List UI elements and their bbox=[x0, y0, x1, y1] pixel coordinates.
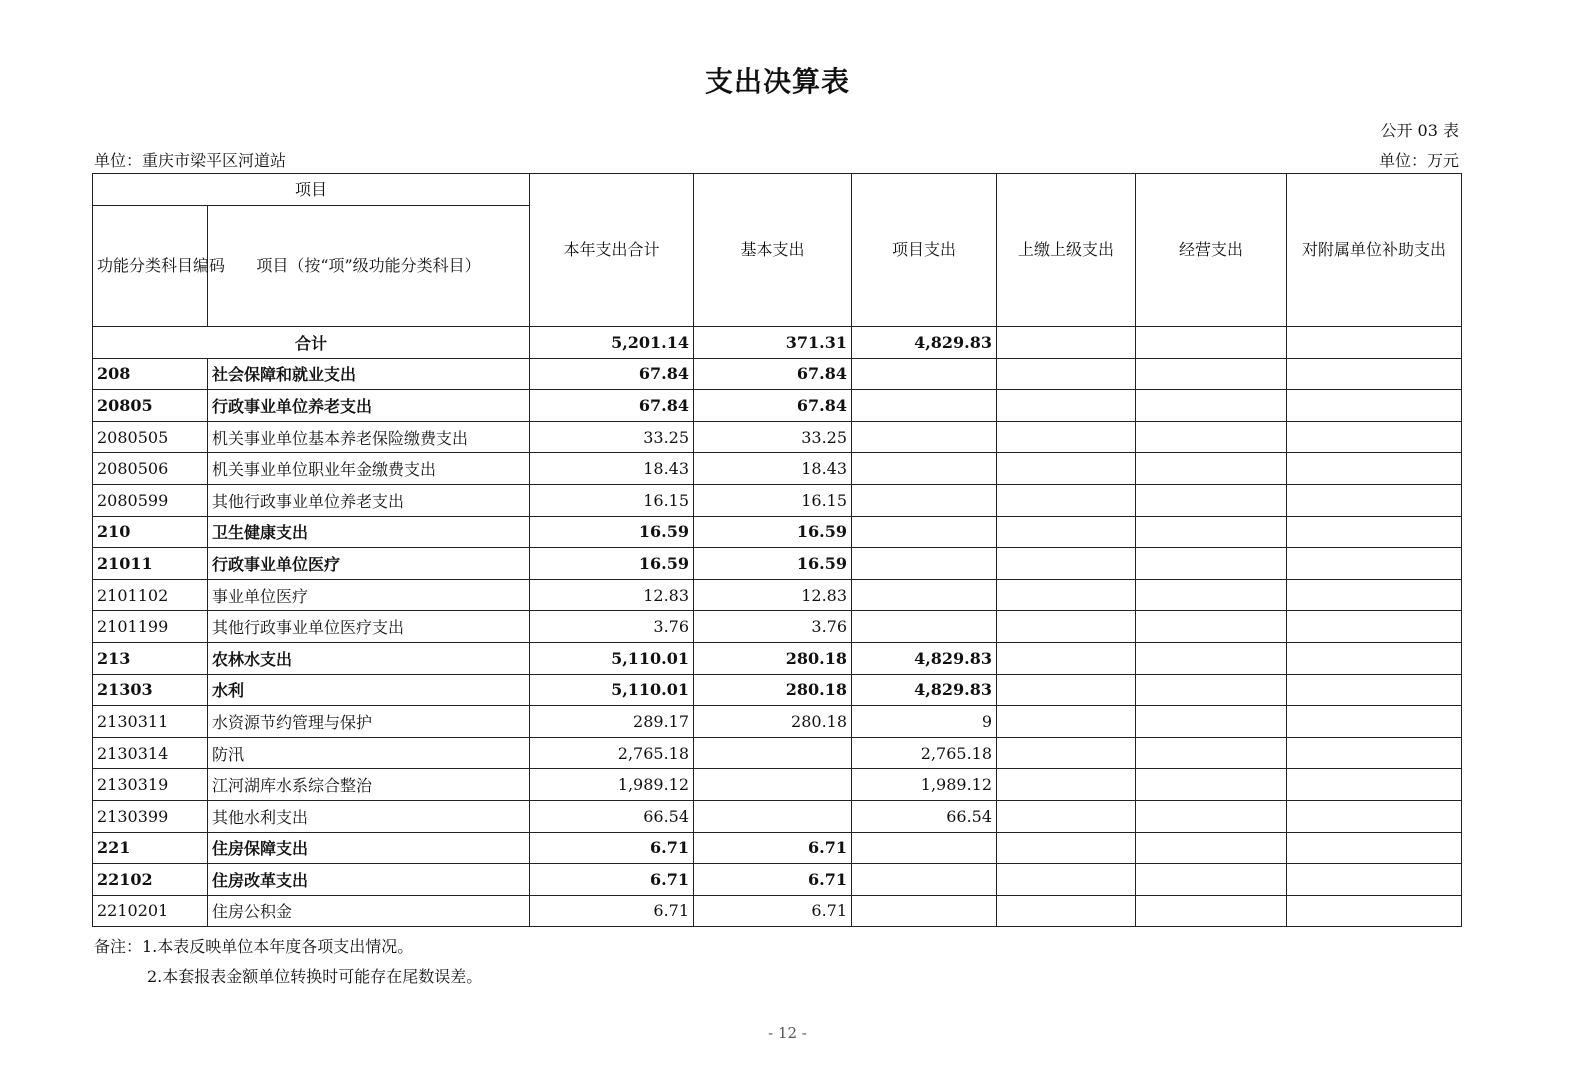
row-business bbox=[1136, 895, 1287, 927]
total-amount: 5,201.14 bbox=[530, 327, 694, 359]
row-business bbox=[1136, 674, 1287, 706]
row-business bbox=[1136, 548, 1287, 580]
row-name: 其他行政事业单位养老支出 bbox=[208, 484, 530, 516]
row-project bbox=[852, 421, 997, 453]
row-upper bbox=[997, 579, 1136, 611]
row-project: 4,829.83 bbox=[852, 674, 997, 706]
row-basic bbox=[694, 737, 852, 769]
header-code: 功能分类科目编码 bbox=[93, 206, 208, 327]
row-code: 2130314 bbox=[93, 737, 208, 769]
row-code: 2080506 bbox=[93, 453, 208, 485]
row-subsidy bbox=[1287, 800, 1462, 832]
row-basic: 18.43 bbox=[694, 453, 852, 485]
row-upper bbox=[997, 390, 1136, 422]
row-upper bbox=[997, 800, 1136, 832]
row-total: 2,765.18 bbox=[530, 737, 694, 769]
table-row bbox=[93, 358, 1462, 390]
row-upper bbox=[997, 421, 1136, 453]
total-upper bbox=[997, 327, 1136, 359]
row-code: 2130399 bbox=[93, 800, 208, 832]
row-business bbox=[1136, 642, 1287, 674]
row-project bbox=[852, 358, 997, 390]
row-subsidy bbox=[1287, 421, 1462, 453]
row-total: 67.84 bbox=[530, 390, 694, 422]
total-business bbox=[1136, 327, 1287, 359]
row-total: 16.59 bbox=[530, 516, 694, 548]
row-business bbox=[1136, 611, 1287, 643]
row-upper bbox=[997, 832, 1136, 864]
total-project: 4,829.83 bbox=[852, 327, 997, 359]
row-code: 2130311 bbox=[93, 706, 208, 738]
total-label: 合计 bbox=[93, 327, 530, 359]
row-basic: 12.83 bbox=[694, 579, 852, 611]
table-row bbox=[93, 674, 1462, 706]
table-row bbox=[93, 737, 1462, 769]
row-total: 6.71 bbox=[530, 864, 694, 896]
row-code: 21011 bbox=[93, 548, 208, 580]
row-name: 江河湖库水系综合整治 bbox=[208, 769, 530, 801]
row-business bbox=[1136, 390, 1287, 422]
currency-unit: 单位：万元 bbox=[1378, 151, 1459, 170]
row-project: 9 bbox=[852, 706, 997, 738]
row-project bbox=[852, 548, 997, 580]
row-code: 208 bbox=[93, 358, 208, 390]
row-business bbox=[1136, 769, 1287, 801]
table-row bbox=[93, 390, 1462, 422]
row-business bbox=[1136, 484, 1287, 516]
row-subsidy bbox=[1287, 769, 1462, 801]
row-total: 66.54 bbox=[530, 800, 694, 832]
total-row bbox=[93, 327, 1462, 359]
row-business bbox=[1136, 516, 1287, 548]
expenditure-table bbox=[92, 173, 1462, 927]
table-row bbox=[93, 769, 1462, 801]
row-total: 16.59 bbox=[530, 548, 694, 580]
table-row bbox=[93, 800, 1462, 832]
header-project: 项目 bbox=[93, 174, 530, 206]
row-code: 2080505 bbox=[93, 421, 208, 453]
header-name: 项目（按“项”级功能分类科目） bbox=[208, 206, 530, 327]
row-name: 机关事业单位基本养老保险缴费支出 bbox=[208, 421, 530, 453]
page-number: - 12 - bbox=[768, 1024, 807, 1042]
row-total: 3.76 bbox=[530, 611, 694, 643]
row-basic bbox=[694, 769, 852, 801]
row-project bbox=[852, 453, 997, 485]
row-name: 住房公积金 bbox=[208, 895, 530, 927]
notes bbox=[94, 932, 482, 992]
row-total: 16.15 bbox=[530, 484, 694, 516]
row-name: 住房改革支出 bbox=[208, 864, 530, 896]
row-name: 农林水支出 bbox=[208, 642, 530, 674]
row-total: 5,110.01 bbox=[530, 674, 694, 706]
row-project bbox=[852, 895, 997, 927]
row-subsidy bbox=[1287, 642, 1462, 674]
row-total: 5,110.01 bbox=[530, 642, 694, 674]
header-total: 本年支出合计 bbox=[530, 174, 694, 327]
table-row bbox=[93, 706, 1462, 738]
table-row bbox=[93, 611, 1462, 643]
row-total: 289.17 bbox=[530, 706, 694, 738]
row-business bbox=[1136, 864, 1287, 896]
row-name: 行政事业单位医疗 bbox=[208, 548, 530, 580]
row-code: 210 bbox=[93, 516, 208, 548]
row-project bbox=[852, 832, 997, 864]
row-basic: 6.71 bbox=[694, 864, 852, 896]
table-row bbox=[93, 484, 1462, 516]
row-subsidy bbox=[1287, 453, 1462, 485]
row-upper bbox=[997, 706, 1136, 738]
row-subsidy bbox=[1287, 611, 1462, 643]
row-basic: 280.18 bbox=[694, 642, 852, 674]
page-title: 支出决算表 bbox=[704, 65, 850, 98]
row-upper bbox=[997, 358, 1136, 390]
row-total: 67.84 bbox=[530, 358, 694, 390]
row-basic: 16.59 bbox=[694, 516, 852, 548]
row-project bbox=[852, 579, 997, 611]
row-project: 4,829.83 bbox=[852, 642, 997, 674]
row-upper bbox=[997, 737, 1136, 769]
reporting-unit: 单位：重庆市梁平区河道站 bbox=[94, 151, 287, 170]
row-basic: 280.18 bbox=[694, 706, 852, 738]
row-upper bbox=[997, 642, 1136, 674]
row-business bbox=[1136, 800, 1287, 832]
row-business bbox=[1136, 832, 1287, 864]
row-subsidy bbox=[1287, 484, 1462, 516]
row-total: 1,989.12 bbox=[530, 769, 694, 801]
row-name: 其他行政事业单位医疗支出 bbox=[208, 611, 530, 643]
row-basic: 3.76 bbox=[694, 611, 852, 643]
row-name: 防汛 bbox=[208, 737, 530, 769]
row-name: 住房保障支出 bbox=[208, 832, 530, 864]
total-subsidy bbox=[1287, 327, 1462, 359]
row-upper bbox=[997, 516, 1136, 548]
row-basic: 6.71 bbox=[694, 895, 852, 927]
row-code: 2210201 bbox=[93, 895, 208, 927]
row-upper bbox=[997, 864, 1136, 896]
row-project bbox=[852, 484, 997, 516]
row-code: 221 bbox=[93, 832, 208, 864]
row-basic: 33.25 bbox=[694, 421, 852, 453]
row-subsidy bbox=[1287, 895, 1462, 927]
row-business bbox=[1136, 706, 1287, 738]
row-name: 卫生健康支出 bbox=[208, 516, 530, 548]
row-subsidy bbox=[1287, 737, 1462, 769]
row-upper bbox=[997, 611, 1136, 643]
row-upper bbox=[997, 548, 1136, 580]
header-upper-payment: 上缴上级支出 bbox=[997, 174, 1136, 327]
row-upper bbox=[997, 453, 1136, 485]
row-total: 6.71 bbox=[530, 832, 694, 864]
row-project: 1,989.12 bbox=[852, 769, 997, 801]
row-code: 2130319 bbox=[93, 769, 208, 801]
row-total: 18.43 bbox=[530, 453, 694, 485]
row-code: 20805 bbox=[93, 390, 208, 422]
row-name: 水利 bbox=[208, 674, 530, 706]
header-project-expenditure: 项目支出 bbox=[852, 174, 997, 327]
row-code: 2080599 bbox=[93, 484, 208, 516]
row-total: 6.71 bbox=[530, 895, 694, 927]
row-name: 其他水利支出 bbox=[208, 800, 530, 832]
row-basic: 6.71 bbox=[694, 832, 852, 864]
row-business bbox=[1136, 421, 1287, 453]
row-basic: 67.84 bbox=[694, 358, 852, 390]
row-business bbox=[1136, 453, 1287, 485]
row-subsidy bbox=[1287, 832, 1462, 864]
header-business: 经营支出 bbox=[1136, 174, 1287, 327]
row-total: 33.25 bbox=[530, 421, 694, 453]
row-code: 2101199 bbox=[93, 611, 208, 643]
row-business bbox=[1136, 737, 1287, 769]
row-code: 22102 bbox=[93, 864, 208, 896]
row-project bbox=[852, 864, 997, 896]
row-basic: 280.18 bbox=[694, 674, 852, 706]
row-upper bbox=[997, 895, 1136, 927]
row-subsidy bbox=[1287, 674, 1462, 706]
row-project bbox=[852, 516, 997, 548]
row-name: 机关事业单位职业年金缴费支出 bbox=[208, 453, 530, 485]
row-name: 社会保障和就业支出 bbox=[208, 358, 530, 390]
table-row bbox=[93, 421, 1462, 453]
row-subsidy bbox=[1287, 864, 1462, 896]
note-1: 备注：1.本表反映单位本年度各项支出情况。 bbox=[94, 937, 414, 956]
row-subsidy bbox=[1287, 390, 1462, 422]
table-row bbox=[93, 579, 1462, 611]
row-subsidy bbox=[1287, 516, 1462, 548]
row-project: 2,765.18 bbox=[852, 737, 997, 769]
header-subsidy: 对附属单位补助支出 bbox=[1287, 174, 1462, 327]
row-subsidy bbox=[1287, 706, 1462, 738]
row-name: 事业单位医疗 bbox=[208, 579, 530, 611]
table-row bbox=[93, 516, 1462, 548]
row-upper bbox=[997, 674, 1136, 706]
row-upper bbox=[997, 769, 1136, 801]
row-business bbox=[1136, 358, 1287, 390]
row-basic: 16.59 bbox=[694, 548, 852, 580]
row-project bbox=[852, 611, 997, 643]
row-code: 21303 bbox=[93, 674, 208, 706]
row-name: 行政事业单位养老支出 bbox=[208, 390, 530, 422]
table-row bbox=[93, 642, 1462, 674]
note-2: 2.本套报表金额单位转换时可能存在尾数误差。 bbox=[147, 967, 483, 986]
table-number: 公开 03 表 bbox=[1380, 121, 1459, 140]
row-total: 12.83 bbox=[530, 579, 694, 611]
row-code: 213 bbox=[93, 642, 208, 674]
table-row bbox=[93, 548, 1462, 580]
header-basic: 基本支出 bbox=[694, 174, 852, 327]
row-business bbox=[1136, 579, 1287, 611]
row-project bbox=[852, 390, 997, 422]
row-project: 66.54 bbox=[852, 800, 997, 832]
row-code: 2101102 bbox=[93, 579, 208, 611]
row-upper bbox=[997, 484, 1136, 516]
row-subsidy bbox=[1287, 358, 1462, 390]
table-row bbox=[93, 453, 1462, 485]
row-subsidy bbox=[1287, 579, 1462, 611]
total-basic: 371.31 bbox=[694, 327, 852, 359]
row-basic: 16.15 bbox=[694, 484, 852, 516]
row-basic bbox=[694, 800, 852, 832]
table-row bbox=[93, 832, 1462, 864]
row-subsidy bbox=[1287, 548, 1462, 580]
row-name: 水资源节约管理与保护 bbox=[208, 706, 530, 738]
table-row bbox=[93, 864, 1462, 896]
table-row bbox=[93, 895, 1462, 927]
row-basic: 67.84 bbox=[694, 390, 852, 422]
